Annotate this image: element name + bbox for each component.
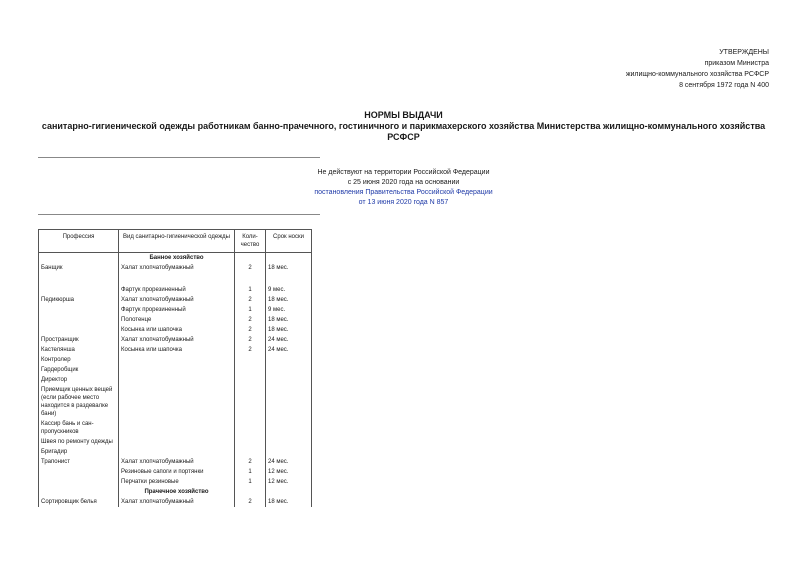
cell-clothing: Косынка или шапочка <box>119 345 235 355</box>
table-row <box>39 419 312 437</box>
cell-clothing: Халат хлопчатобумажный <box>119 497 235 507</box>
cell-clothing <box>119 375 235 385</box>
table-row <box>39 295 312 305</box>
cell-clothing: Полотенце <box>119 315 235 325</box>
cell-quantity <box>235 385 266 419</box>
cell-term <box>266 437 312 447</box>
cell-clothing <box>119 385 235 419</box>
cell-quantity <box>235 419 266 437</box>
cell-profession: Банщик <box>39 263 119 273</box>
cell-clothing: Косынка или шапочка <box>119 325 235 335</box>
cell-quantity: 2 <box>235 325 266 335</box>
approval-line: УТВЕРЖДЕНЫ <box>719 49 769 56</box>
cell-quantity: 2 <box>235 315 266 325</box>
cell-term: 24 мес. <box>266 345 312 355</box>
table-row <box>39 477 312 487</box>
cell-clothing: Халат хлопчатобумажный <box>119 295 235 305</box>
cell-profession: Пространщик <box>39 335 119 345</box>
cell-quantity: 2 <box>235 345 266 355</box>
cell-clothing: Перчатки резиновые <box>119 477 235 487</box>
cell-term <box>266 355 312 365</box>
cell-profession: Директор <box>39 375 119 385</box>
cell-clothing: Фартук прорезиненный <box>119 305 235 315</box>
cell-clothing <box>119 355 235 365</box>
cell-quantity: 2 <box>235 263 266 273</box>
cell-profession: Кассир бань и сан-пропускников <box>39 419 119 437</box>
header-profession: Профессия <box>39 230 119 253</box>
section-title: Банное хозяйство <box>119 253 235 264</box>
header-clothing: Вид санитарно-гигиенической одежды <box>119 230 235 253</box>
status-notice <box>200 168 607 208</box>
table-row <box>39 305 312 315</box>
cell-quantity: 1 <box>235 305 266 315</box>
cell-quantity: 1 <box>235 467 266 477</box>
divider-bottom <box>38 214 320 215</box>
cell-profession: Приемщик ценных вещей (если рабочее место находится в раздевалке бани) <box>39 385 119 419</box>
cell-clothing: Халат хлопчатобумажный <box>119 263 235 273</box>
table-row <box>39 263 312 273</box>
cell-quantity: 1 <box>235 285 266 295</box>
cell-term: 24 мес. <box>266 457 312 467</box>
cell-term: 12 мес. <box>266 467 312 477</box>
section-row <box>39 253 312 264</box>
cell-quantity <box>235 365 266 375</box>
divider-top <box>38 157 320 158</box>
cell-quantity <box>235 375 266 385</box>
approval-block <box>529 47 769 91</box>
cell-profession: Бригадир <box>39 447 119 457</box>
cell-clothing <box>119 437 235 447</box>
cell-term: 18 мес. <box>266 263 312 273</box>
cell-quantity <box>235 447 266 457</box>
table-row <box>39 457 312 467</box>
cell-term: 9 мес. <box>266 305 312 315</box>
cell-term: 18 мес. <box>266 325 312 335</box>
cell-clothing <box>119 419 235 437</box>
table-row <box>39 447 312 457</box>
resolution-link[interactable]: постановления Правительства Российской Федерации <box>314 189 493 196</box>
cell-profession <box>39 315 119 325</box>
table-row <box>39 315 312 325</box>
resolution-link[interactable]: от 13 июня 2020 года N 857 <box>358 199 449 206</box>
cell-term: 24 мес. <box>266 335 312 345</box>
cell-term <box>266 447 312 457</box>
table-header-row <box>39 230 312 253</box>
cell-quantity <box>235 437 266 447</box>
cell-clothing: Халат хлопчатобумажный <box>119 457 235 467</box>
cell-clothing <box>119 365 235 375</box>
approval-line: 8 сентября 1972 года N 400 <box>679 82 769 89</box>
table-body <box>39 253 312 508</box>
table-row <box>39 345 312 355</box>
cell-profession <box>39 467 119 477</box>
cell-clothing: Фартук прорезиненный <box>119 285 235 295</box>
table-row <box>39 385 312 419</box>
cell-quantity: 1 <box>235 477 266 487</box>
cell-profession: Швея по ремонту одежды <box>39 437 119 447</box>
cell-term <box>266 385 312 419</box>
cell-profession: Кастелянша <box>39 345 119 355</box>
cell-profession: Сортировщик белья <box>39 497 119 507</box>
header-quantity: Коли-чество <box>235 230 266 253</box>
norms-table <box>38 229 312 507</box>
notice-line: с 25 июня 2020 года на основании <box>347 179 460 186</box>
header-term: Срок носки <box>266 230 312 253</box>
document-subtitle: санитарно-гигиенической одежды работникам банно-прачечного, гостиничного и парикмахерского хозяйства Министерства жилищно-коммунального хозяйства РСФСР <box>41 121 766 142</box>
table-row <box>39 497 312 507</box>
table-row <box>39 285 312 295</box>
cell-clothing: Резиновые сапоги и портянки <box>119 467 235 477</box>
cell-quantity: 2 <box>235 457 266 467</box>
cell-profession: Педикюрша <box>39 295 119 305</box>
cell-term <box>266 375 312 385</box>
cell-clothing <box>119 447 235 457</box>
section-row <box>39 487 312 497</box>
cell-profession: Гардеробщик <box>39 365 119 375</box>
cell-profession: Контролер <box>39 355 119 365</box>
table-row <box>39 437 312 447</box>
cell-term: 12 мес. <box>266 477 312 487</box>
cell-profession <box>39 477 119 487</box>
table-row <box>39 355 312 365</box>
cell-profession <box>39 285 119 295</box>
cell-term: 18 мес. <box>266 497 312 507</box>
table-row <box>39 365 312 375</box>
cell-term <box>266 419 312 437</box>
table-row <box>39 467 312 477</box>
cell-quantity: 2 <box>235 335 266 345</box>
table-row <box>39 375 312 385</box>
cell-term <box>266 365 312 375</box>
section-title: Прачечное хозяйство <box>119 487 235 497</box>
table-row <box>39 335 312 345</box>
cell-term: 18 мес. <box>266 295 312 305</box>
approval-line: приказом Министра <box>704 60 769 67</box>
cell-term: 18 мес. <box>266 315 312 325</box>
approval-line: жилищно-коммунального хозяйства РСФСР <box>625 71 769 78</box>
cell-term: 9 мес. <box>266 285 312 295</box>
table-row <box>39 325 312 335</box>
cell-quantity: 2 <box>235 295 266 305</box>
cell-profession: Трапонист <box>39 457 119 467</box>
document-title: НОРМЫ ВЫДАЧИ <box>364 110 443 120</box>
spacer-row <box>39 273 312 285</box>
cell-quantity: 2 <box>235 497 266 507</box>
cell-clothing: Халат хлопчатобумажный <box>119 335 235 345</box>
cell-profession <box>39 305 119 315</box>
cell-quantity <box>235 355 266 365</box>
notice-line: Не действуют на территории Российской Федерации <box>317 169 490 176</box>
cell-profession <box>39 325 119 335</box>
